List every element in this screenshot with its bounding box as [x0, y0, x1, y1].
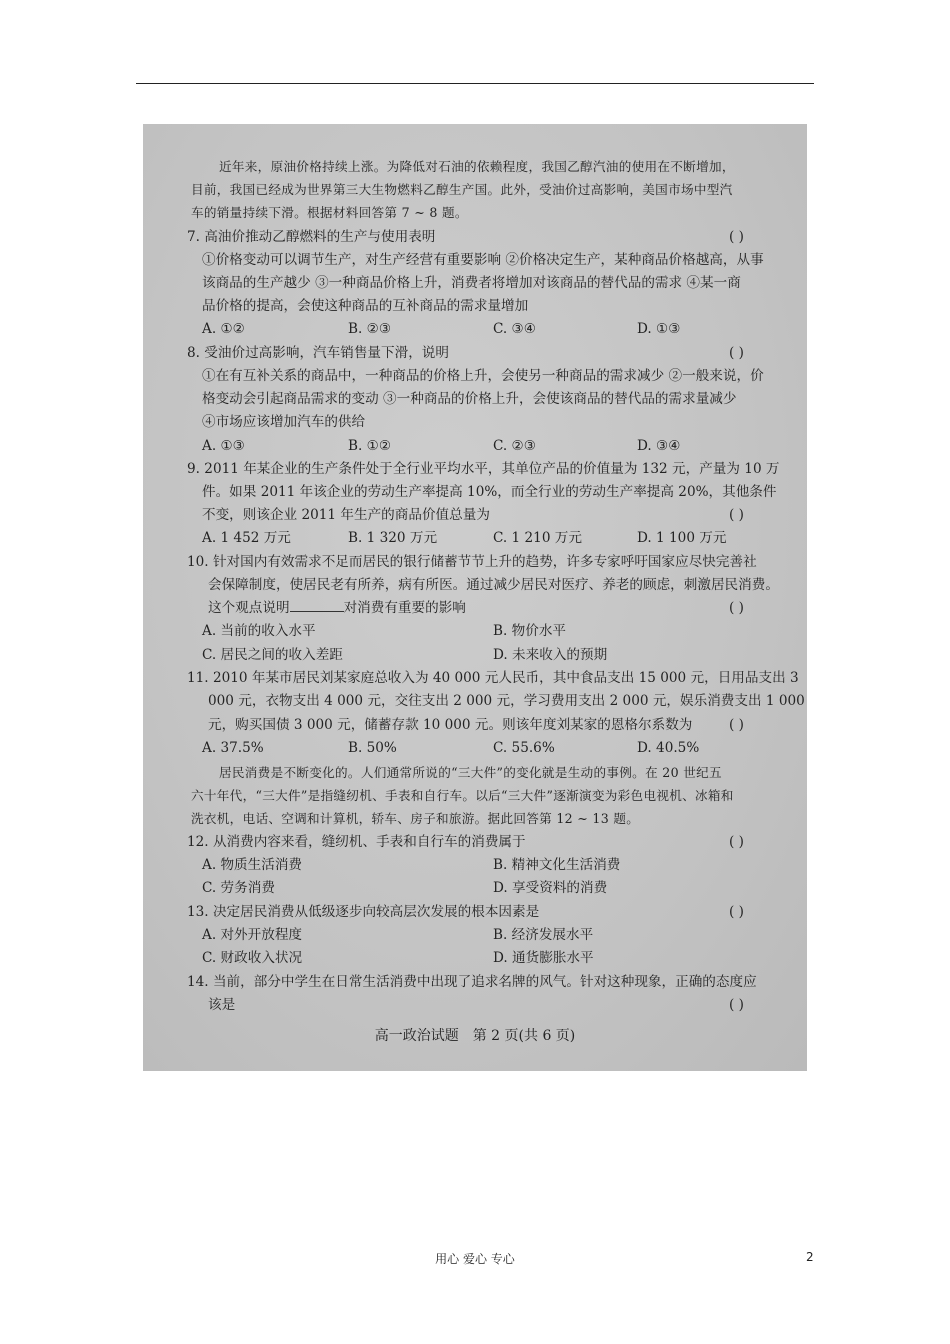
q11-stem: 11. 2010 年某市居民刘某家庭总收入为 40 000 元人民币，其中食品支出 15 000 元，日用品支出 3	[187, 670, 799, 686]
passage2-line: 居民消费是不断变化的。人们通常所说的“三大件”的变化就是生动的事例。在 20 世纪五	[219, 765, 722, 780]
q11-answer-paren: ( )	[729, 717, 744, 733]
q7-line: ①价格变动可以调节生产，对生产经营有重要影响 ②价格决定生产，某种商品价格越高，从事	[202, 252, 764, 268]
q8-stem: 8. 受油价过高影响，汽车销售量下滑，说明	[187, 345, 449, 361]
q8-line: ①在有互补关系的商品中，一种商品的价格上升，会使另一种商品的需求减少 ②一般来说，价	[202, 368, 764, 384]
q10-option-c: C. 居民之间的收入差距	[202, 647, 343, 663]
q10-option-a: A. 当前的收入水平	[202, 623, 316, 639]
q8-option-a: A. ①③	[202, 438, 245, 454]
scanned-page	[143, 124, 807, 1071]
passage2-line: 洗衣机，电话、空调和计算机，轿车、房子和旅游。据此回答第 12 ~ 13 题。	[191, 811, 640, 826]
q7-option-d: D. ①③	[637, 321, 681, 337]
q11-option-a: A. 37.5%	[202, 740, 264, 756]
q7-option-a: A. ①②	[202, 321, 245, 337]
q10-stem: 10. 针对国内有效需求不足而居民的银行储蓄节节上升的趋势，许多专家呼吁国家应尽快完善社	[187, 554, 757, 570]
q11-line: 000 元，衣物支出 4 000 元，交往支出 2 000 元，学习费用支出 2 000 元，娱乐消费支出 1 000	[208, 693, 805, 709]
q13-stem: 13. 决定居民消费从低级逐步向较高层次发展的根本因素是	[187, 904, 540, 920]
page-number: 2	[806, 1250, 814, 1264]
q9-line: 件。如果 2011 年该企业的劳动生产率提高 10%，而全行业的劳动生产率提高 20%，其他条件	[202, 484, 777, 500]
q8-line: ④市场应该增加汽车的供给	[202, 414, 366, 430]
q14-answer-paren: ( )	[729, 997, 744, 1013]
q8-option-d: D. ③④	[637, 438, 681, 454]
q11-line: 元，购买国债 3 000 元，储蓄存款 10 000 元。则该年度刘某家的恩格尔系数为	[208, 717, 693, 733]
q13-option-d: D. 通货膨胀水平	[493, 950, 594, 966]
q11-option-b: B. 50%	[348, 740, 397, 756]
q8-answer-paren: ( )	[729, 345, 744, 361]
q10-option-d: D. 未来收入的预期	[493, 647, 608, 663]
q13-answer-paren: ( )	[729, 904, 744, 920]
q9-answer-paren: ( )	[729, 507, 744, 523]
q9-option-a: A. 1 452 万元	[202, 530, 291, 546]
q12-option-b: B. 精神文化生活消费	[493, 857, 621, 873]
q12-option-a: A. 物质生活消费	[202, 857, 303, 873]
q9-line: 不变，则该企业 2011 年生产的商品价值总量为	[202, 507, 490, 523]
q12-option-c: C. 劳务消费	[202, 880, 275, 896]
passage1-line: 近年来，原油价格持续上涨。为降低对石油的依赖程度，我国乙醇汽油的使用在不断增加，	[219, 159, 735, 174]
q13-option-a: A. 对外开放程度	[202, 927, 303, 943]
q10-line-after-blank: 对消费有重要的影响	[343, 600, 466, 616]
q12-answer-paren: ( )	[729, 834, 744, 850]
q9-option-d: D. 1 100 万元	[637, 530, 727, 546]
q10-line-before-blank: 这个观点说明	[208, 600, 290, 616]
passage1-line: 车的销量持续下滑。根据材料回答第 7 ~ 8 题。	[191, 205, 468, 220]
q7-option-b: B. ②③	[348, 321, 392, 337]
q10-answer-paren: ( )	[729, 600, 744, 616]
q10-line	[208, 599, 466, 617]
passage2-line: 六十年代，“三大件”是指缝纫机、手表和自行车。以后“三大件”逐渐演变为彩色电视机、冰箱和	[191, 788, 734, 803]
q7-stem: 7. 高油价推动乙醇燃料的生产与使用表明	[187, 229, 436, 245]
q8-option-c: C. ②③	[493, 438, 536, 454]
q10-line: 会保障制度，使居民老有所养，病有所医。通过减少居民对医疗、养老的顾虑，刺激居民消费。	[208, 577, 779, 593]
q9-stem: 9. 2011 年某企业的生产条件处于全行业平均水平，其单位产品的价值量为 132 元，产量为 10 万	[187, 461, 780, 477]
page-footer: 用心 爱心 专心	[435, 1252, 515, 1266]
q7-line: 该商品的生产越少 ③一种商品价格上升，消费者将增加对该商品的替代品的需求 ④某一商	[202, 275, 741, 291]
q9-option-c: C. 1 210 万元	[493, 530, 582, 546]
header-rule	[136, 83, 814, 84]
q8-line: 格变动会引起商品需求的变动 ③一种商品的价格上升，会使该商品的替代品的需求量减少	[202, 391, 737, 407]
q7-answer-paren: ( )	[729, 229, 744, 245]
scan-page-footer: 高一政治试题 第 2 页(共 6 页)	[374, 1028, 576, 1044]
q12-option-d: D. 享受资料的消费	[493, 880, 608, 896]
q7-line: 品价格的提高，会使这种商品的互补商品的需求量增加	[202, 298, 529, 314]
q14-line: 该是	[208, 997, 236, 1013]
q11-option-d: D. 40.5%	[637, 740, 700, 756]
q10-option-b: B. 物价水平	[493, 623, 567, 639]
q7-option-c: C. ③④	[493, 321, 536, 337]
q10-fill-blank	[290, 599, 344, 612]
q9-option-b: B. 1 320 万元	[348, 530, 438, 546]
q13-option-c: C. 财政收入状况	[202, 950, 303, 966]
q12-stem: 12. 从消费内容来看，缝纫机、手表和自行车的消费属于	[187, 834, 526, 850]
passage1-line: 目前，我国已经成为世界第三大生物燃料乙醇生产国。此外，受油价过高影响，美国市场中型汽	[191, 182, 733, 197]
q13-option-b: B. 经济发展水平	[493, 927, 594, 943]
q8-option-b: B. ①②	[348, 438, 392, 454]
q14-stem: 14. 当前，部分中学生在日常生活消费中出现了追求名牌的风气。针对这种现象，正确的态度应	[187, 974, 757, 990]
q11-option-c: C. 55.6%	[493, 740, 555, 756]
